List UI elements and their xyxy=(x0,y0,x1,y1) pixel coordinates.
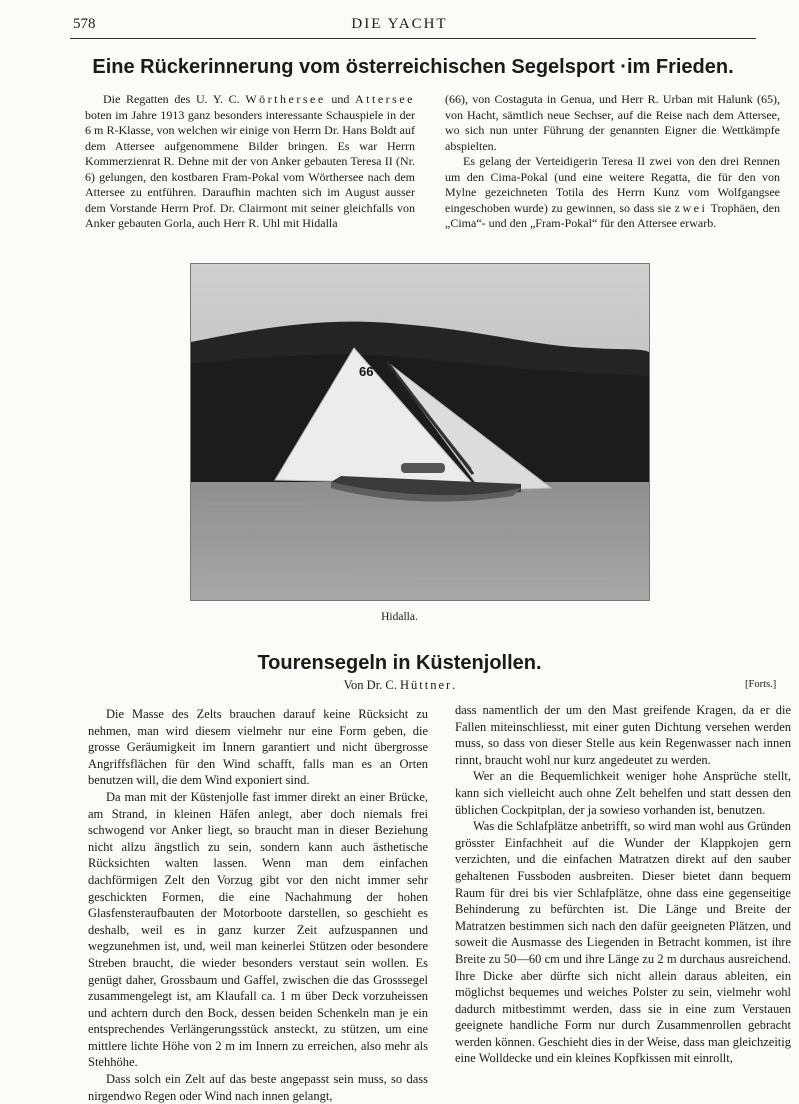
article1-paragraph: Die Regatten des U. Y. C. Wörthersee und Attersee boten im Jahre 1913 ganz besonders interessante Schauspiele in der 6 m R-Klasse, von welchen wir einige von Herrn Dr. Hans Boldt auf dem Attersee aufgenommene Bilder bringen. Es war Herrn Kommerzienrat R. Dehne mit der von Anker gebauten Teresa II (Nr. 6) gelungen, den kostbaren Fram-Pokal vom Wörthersee nach dem Attersee zu entführen. Daraufhin machten sich im August ausser dem Vorstande Herrn Prof. Dr. Clairmont mit seiner gleichfalls von Anker gebauten Gorla, auch Herr R. Uhl mit Hidalla xyxy=(85,92,415,230)
article1-paragraph: Es gelang der Verteidigerin Teresa II zwei von den drei Rennen um den Cima-Pokal (und eine weitere Regatta, die für den von Mylne gezeichneten Totila des Herrn Kunz vom Wolfgangsee eingeschoben wurde) zu gewinnen, so dass sie zwei Trophäen, den „Cima“- und den „Fram-Pokal“ für den Attersee erwarb. xyxy=(445,154,780,230)
article2-paragraph: Wer an die Bequemlichkeit weniger hohe Ansprüche stellt, kann sich vielleicht auch ohne Zelt behelfen und statt dessen den üblichen Cockpitplan, der ja sowieso vorhanden ist, benutzen. xyxy=(455,769,791,817)
header-rule xyxy=(70,38,756,39)
article2-paragraph: dass namentlich der um den Mast greifende Kragen, da er die Fallen miteinschliesst, mit einer guten Dichtung versehen werden muss, so dass von dieser Stelle aus kein Regenwasser nach innen rinnt, braucht wohl nur kurz angedeutet zu werden. xyxy=(455,703,791,767)
article2-left-column xyxy=(88,706,428,1104)
article2-paragraph: Dass solch ein Zelt auf das beste angepasst sein muss, so dass nirgendwo Regen oder Wind nach innen gelangt, xyxy=(88,1072,428,1103)
continued-note: [Forts.] xyxy=(745,679,777,690)
running-title: DIE YACHT xyxy=(351,16,448,32)
article-title-rueckerinnerung: Eine Rückerinnerung vom österreichischen Segelsport ·im Frieden. xyxy=(92,56,734,78)
article2-paragraph: Was die Schlafplätze anbetrifft, so wird man wohl aus Gründen grösster Einfachheit auf die Wunder der Klappkojen gern verzichten, und die einfachen Matratzen direkt auf den sauber gehaltenen Fussboden ausbreiten. Dieser bietet dann bequem Raum für drei bis vier Schlafplätze, ohne dass eine gegenseitige Behinderung zu befürchten ist. Die Länge und Breite der Matratzen bestimmen sich nach den dafür geeigneten Plätzen, und soweit die Ausmasse des Liegenden in Betracht kommen, ist ihre Breite zu 50—60 cm und ihre Länge zu 2 m durchaus ausreichend. Ihre Dicke aber dürfte sich nicht allein daraus ableiten, ein möglichst bequemes und weiches Polster zu sein, vielmehr wohl dadurch mitbestimmt werden, dass sie in eine zum Verstauen geeignete handliche Form nur durch Zusammenrollen gebracht werden können. Geschieht dies in der Weise, dass man gleichzeitig eine Wolldecke und ein kleines Kopfkissen mit einrollt, xyxy=(455,819,791,1066)
article-title-tourensegeln: Tourensegeln in Küstenjollen. xyxy=(257,652,542,674)
article1-right-column xyxy=(445,92,780,232)
article2-paragraph: Da man mit der Küstenjolle fast immer direkt an einer Brücke, am Strand, in kleinen Häfen anlegt, aber doch niemals frei schwogend vor Anker liegt, so braucht man in dieser Beziehung nicht allzu ängstlich zu sein, sondern kann auch ästhetische Rücksichten walten lassen. Wenn man dem einfachen dachförmigen Zelt den Vorzug gibt vor den nicht immer sehr geschickten Formen, die eine Nachahmung der hohen Glasfensteraufbauten der Motorboote darstellen, so geschieht es deshalb, weil es in ganz kurzer Zeit aufzuspannen und wegzunehmen ist, und, weil man keinerlei Stützen oder besondere Streben braucht, die wieder besonders verstaut sein wollen. Es genügt daher, Grossbaum und Gaffel, zwischen die das Grosssegel zusammengelegt ist, am Klaufall ca. 1 m über Deck vorzuheissen und achtern durch den Bock, dessen beiden Schenkeln man je ein entsprechendes Verlängerungsstück ansteckt, zu stützen, um eine mittlere lichte Höhe von 2 m im Innern zu erreichen, also mehr als Stehhöhe. xyxy=(88,789,428,1070)
sailboat-photo xyxy=(190,263,650,601)
sailboat-photo-illustration xyxy=(191,264,649,600)
sail-number: 66 xyxy=(359,364,374,379)
article2-paragraph: Die Masse des Zelts brauchen darauf keine Rücksicht zu nehmen, man wird diesem vielmehr nur eine Form geben, die grosse Geräumigkeit im Innern garantiert und nicht übergrosse Angriffsflächen für den Wind schafft, falls man es an Orten benutzen will, die dem Wind exponiert sind. xyxy=(88,707,428,788)
article2-right-column xyxy=(455,702,791,1067)
article1-paragraph: (66), von Costaguta in Genua, und Herr R. Urban mit Halunk (65), von Hacht, sämtlich neue Sechser, auf die Reise nach dem Attersee, wo sich nun unter Führung der genannten Eigner die Wettkämpfe abspielten. xyxy=(445,92,780,153)
article1-left-column xyxy=(85,92,415,232)
author-byline: Von Dr. C. Hüttner. xyxy=(343,678,456,692)
page-number: 578 xyxy=(73,16,96,32)
photo-caption: Hidalla. xyxy=(381,611,418,623)
